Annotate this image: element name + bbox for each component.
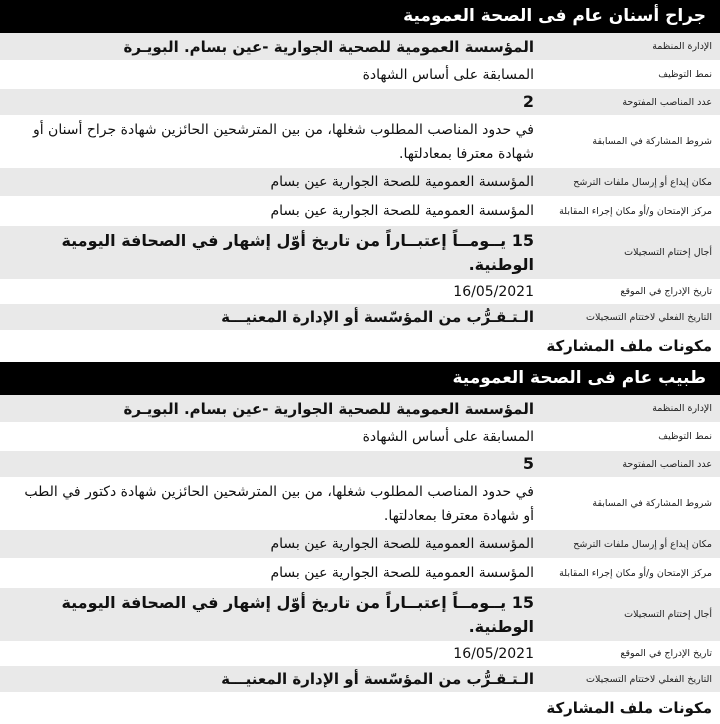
field-label: الإدارة المنظمة [652,41,712,52]
application-components-heading: مكونات ملف المشاركة [546,337,712,355]
field-value: في حدود المناصب المطلوب شغلها، من بين المترشحين الحائزين شهادة دكتور في الطب أو شهادة معترفا بمعادلتها. [24,483,534,524]
field-label: التاريخ الفعلي لاختتام التسجيلات [586,311,712,323]
field-value: المؤسسة العمومية للصحة الجوارية عين بسام [270,565,534,581]
field-label: شروط المشاركة في المسابقة [592,136,712,147]
row-file-submission-place [0,168,720,197]
row-organizing-administration [0,33,720,61]
field-value: المؤسسة العمومية للصحية الجوارية -عين بسام. البويـرة [123,37,534,56]
row-recruitment-mode [0,423,720,451]
row-participation-conditions [0,478,720,530]
field-label: تاريخ الإدراج في الموقع [620,286,712,297]
field-value: 15 يــومــاً إعتبــاراً من تاريخ أوّل إشهار في الصحافة اليومية الوطنية. [61,230,534,274]
field-value: المؤسسة العمومية للصحية الجوارية -عين بسام. البويـرة [123,399,534,418]
row-exam-center [0,559,720,588]
row-participation-conditions [0,116,720,168]
row-actual-closing-date [0,304,720,331]
field-value: المؤسسة العمومية للصحة الجوارية عين بسام [270,174,534,190]
field-value: 2 [522,92,534,111]
row-open-positions [0,451,720,478]
field-label: أجال إختتام التسجيلات [624,609,712,620]
field-value: 5 [522,454,534,473]
field-value: المؤسسة العمومية للصحة الجوارية عين بسام [270,203,534,219]
field-label: مركز الإمتحان و/أو مكان إجراء المقابلة [559,205,712,217]
row-posting-date [0,280,720,304]
field-label: التاريخ الفعلي لاختتام التسجيلات [586,673,712,685]
row-exam-center [0,197,720,226]
field-label: تاريخ الإدراج في الموقع [620,648,712,659]
job-title-header: جراح أسنان عام فى الصحة العمومية [0,0,720,33]
application-components-heading: مكونات ملف المشاركة [546,699,712,717]
row-actual-closing-date [0,666,720,693]
row-posting-date [0,642,720,666]
field-value: الـتـقـرُّب من المؤسّسة أو الإدارة المعنيـــة [221,308,534,326]
row-recruitment-mode [0,61,720,89]
row-registration-deadline [0,226,720,280]
field-value: 15 يــومــاً إعتبــاراً من تاريخ أوّل إشهار في الصحافة اليومية الوطنية. [61,592,534,636]
field-value: الـتـقـرُّب من المؤسّسة أو الإدارة المعنيـــة [221,670,534,688]
field-label: عدد المناصب المفتوحة [622,96,712,108]
field-label: نمط التوظيف [658,69,712,80]
field-value: المؤسسة العمومية للصحة الجوارية عين بسام [270,536,534,552]
field-label: عدد المناصب المفتوحة [622,458,712,470]
field-value: المسابقة على أساس الشهادة [362,66,534,83]
job-title-header: طبيب عام فى الصحة العمومية [0,362,720,395]
field-value: 16/05/2021 [453,645,534,662]
field-label: شروط المشاركة في المسابقة [592,498,712,509]
field-value: في حدود المناصب المطلوب شغلها، من بين المترشحين الحائزين شهادة جراح أسنان أو شهادة معترفا بمعادلتها. [32,121,534,162]
row-file-submission-place [0,530,720,559]
field-label: الإدارة المنظمة [652,403,712,414]
field-label: أجال إختتام التسجيلات [624,247,712,258]
field-value: 16/05/2021 [453,283,534,300]
field-value: المسابقة على أساس الشهادة [362,428,534,445]
row-organizing-administration [0,395,720,423]
field-label: مكان إيداع أو إرسال ملفات الترشح [573,538,712,550]
row-open-positions [0,89,720,116]
row-registration-deadline [0,588,720,642]
field-label: نمط التوظيف [658,431,712,442]
field-label: مركز الإمتحان و/أو مكان إجراء المقابلة [559,567,712,579]
field-label: مكان إيداع أو إرسال ملفات الترشح [573,176,712,188]
